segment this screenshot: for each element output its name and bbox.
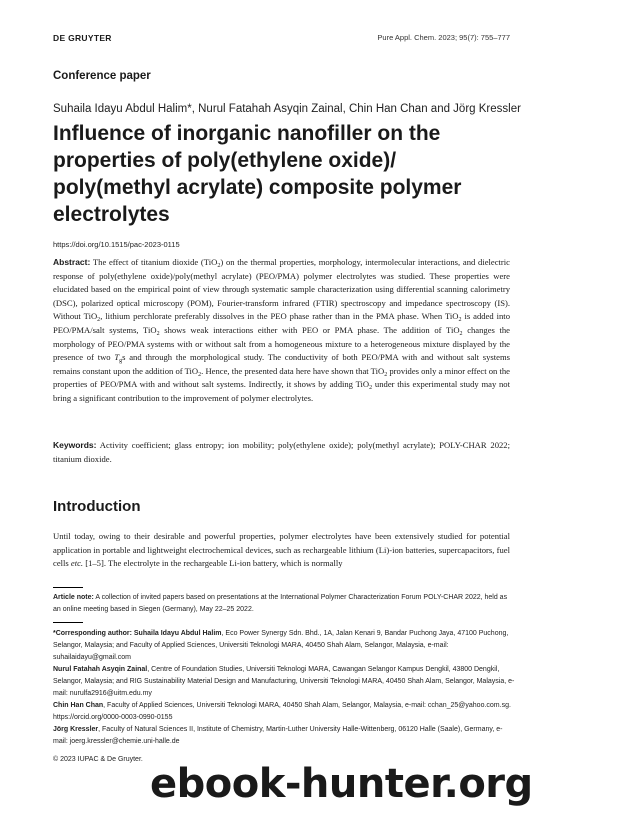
author-list: Suhaila Idayu Abdul Halim*, Nurul Fatahah Asyqin Zainal, Chin Han Chan and Jörg Kressler xyxy=(53,103,521,115)
affiliation-text: , Faculty of Applied Sciences, Universiti Teknologi MARA, 40450 Shah Alam, Selangor, Malaysia, e-mail: cchan_25@yahoo.com.sg. https://orcid.org/0000-0003-0990-0155 xyxy=(53,702,511,721)
author-affiliations xyxy=(53,628,515,748)
affiliation-name: Chin Han Chan xyxy=(53,702,104,709)
keywords-text: Activity coefficient; glass entropy; ion mobility; poly(ethylene oxide); poly(methyl acrylate); POLY-CHAR 2022; titanium dioxide. xyxy=(53,440,510,464)
affiliation-name: *Corresponding author: Suhaila Idayu Abdul Halim xyxy=(53,630,222,637)
abstract-label: Abstract: xyxy=(53,257,91,267)
keywords xyxy=(53,439,510,466)
title-line: Influence of inorganic nanofiller on the xyxy=(53,122,441,145)
affiliation-author-2 xyxy=(53,664,515,700)
section-heading-introduction: Introduction xyxy=(53,498,141,515)
affiliation-author-4 xyxy=(53,724,515,748)
introduction-paragraph: Until today, owing to their desirable and powerful properties, polymer electrolytes have been extensively studied for potential application in portable and lightweight electrochemical devices, such as rechargeable lithium (Li)-ion batteries, supercapacitors, fuel cells etc. [1–5]. The electrolyte in the rechargeable Li-ion battery, which is normally xyxy=(53,531,510,569)
paper-title xyxy=(53,120,523,228)
article-note-text: A collection of invited papers based on presentations at the International Polymer Characterization Forum POLY-CHAR 2022, held as an online meeting based in Siegen (Germany), May 22–25 2022. xyxy=(53,594,508,613)
keywords-label: Keywords: xyxy=(53,440,97,450)
footnote-divider xyxy=(53,622,83,623)
affiliation-text: , Centre of Foundation Studies, Universiti Teknologi MARA, Cawangan Selangor Kampus Dengkil, 43800 Dengkil, Selangor, Malaysia; and RIG Sustainability Material Design and Manufacturing, Universiti Teknologi MARA, 40450 Shah Alam, Selangor, Malaysia, e-mail: nurulfa2916@uitm.edu.my xyxy=(53,666,515,697)
affiliation-name: Jörg Kressler xyxy=(53,726,99,733)
footnote-divider xyxy=(53,587,83,588)
affiliation-text: , Eco Power Synergy Sdn. Bhd., 1A, Jalan Kenari 9, Bandar Puchong Jaya, 47100 Puchong, Selangor, Malaysia; and Faculty of Applied Sciences, Universiti Teknologi MARA, 40450 Shah Alam, Selangor, Malaysia, e-mail: suhailaidayu@gmail.com xyxy=(53,630,509,661)
affiliation-text: , Faculty of Natural Sciences II, Institute of Chemistry, Martin-Luther University Halle-Wittenberg, 06120 Halle (Saale), Germany, e-mail: joerg.kressler@chemie.uni-halle.de xyxy=(53,726,503,745)
article-type: Conference paper xyxy=(53,70,151,82)
affiliation-name: Nurul Fatahah Asyqin Zainal xyxy=(53,666,148,673)
doi-link[interactable]: https://doi.org/10.1515/pac-2023-0115 xyxy=(53,240,180,249)
publisher-name: DE GRUYTER xyxy=(53,33,112,43)
affiliation-author-3 xyxy=(53,700,515,724)
abstract: Abstract: The effect of titanium dioxide (TiO$_2$) on the thermal properties, morphology, intermolecular interactions, and dielectric response of poly(ethylene oxide)/poly(methyl acrylate) (PEO/PMA) polymer electrolytes was studied. These properties were elucidated based on the empirical point of view through systematic sample characterization using differential scanning calorimetry (DSC), polarized optical microscopy (POM), Fourier-transform infrared (FTIR) spectroscopy and impedance spectroscopy (IS). Without TiO$_2$, lithium perchlorate preferably dissolves in the PEO phase rather than in the PMA phase. When TiO$_2$ is added into PEO/PMA/salt systems, TiO$_2$ shows weak interactions either with PEO or PMA phase. The addition of TiO$_2$ changes the morphology of PEO/PMA systems with or without salt from a homogeneous mixture to a heterogeneous mixture displayed by the presence of two $T_gs$ and through the morphological study. The conductivity of both PEO/PMA with and without salt systems remains constant upon the addition of TiO$_2$. Hence, the presented data here have shown that TiO$_2$ provides only a minor effect on the properties of PEO/PMA with and without salt systems. Indirectly, it shows by adding TiO$_2$ under this experimental study may not bring a significant contribution to the improvement of polymer electrolytes. xyxy=(53,257,511,403)
article-note xyxy=(53,592,515,616)
title-line: properties of poly(ethylene oxide)/ xyxy=(53,149,397,172)
title-line: poly(methyl acrylate) composite polymer xyxy=(53,176,462,199)
article-note-label: Article note: xyxy=(53,594,94,601)
watermark: ebook-hunter.org xyxy=(150,761,533,807)
journal-reference: Pure Appl. Chem. 2023; 95(7): 755–777 xyxy=(377,33,510,42)
copyright-notice: © 2023 IUPAC & De Gruyter. xyxy=(53,756,143,763)
affiliation-corresponding xyxy=(53,628,515,664)
title-line: electrolytes xyxy=(53,203,170,226)
